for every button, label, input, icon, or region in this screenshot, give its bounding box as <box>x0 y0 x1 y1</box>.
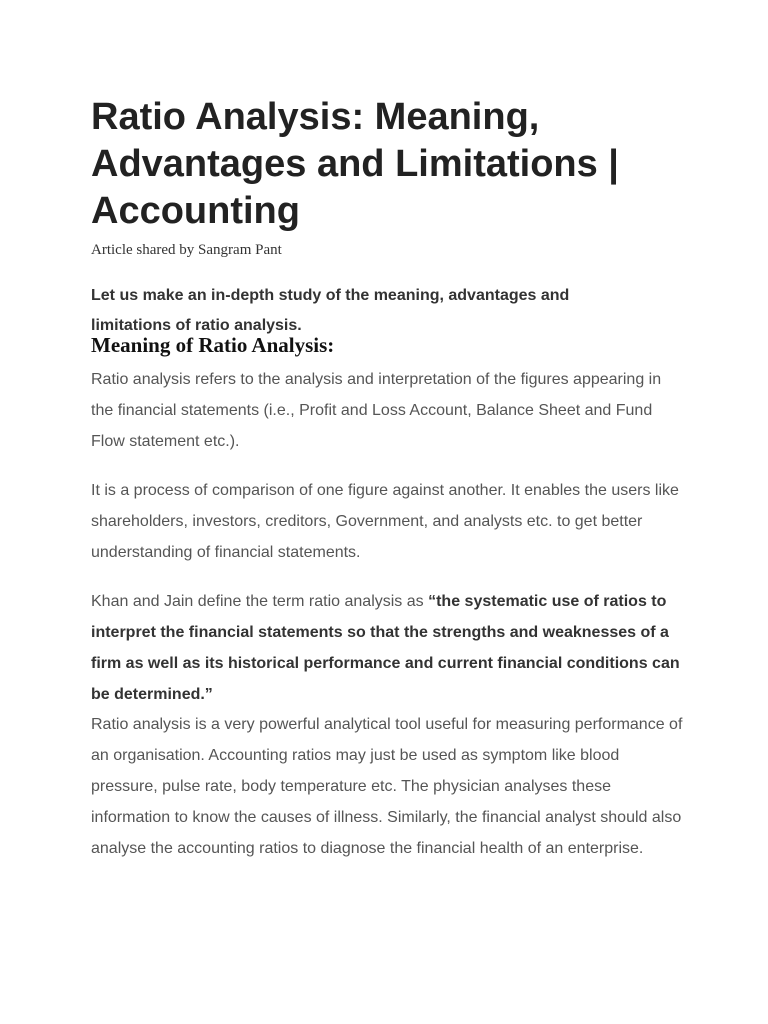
article-byline: Article shared by Sangram Pant <box>91 242 282 258</box>
paragraph-analytical-tool: Ratio analysis is a very powerful analytical tool useful for measuring performance of an organisation. Accounting ratios may just be used as symptom like blood pressure, pulse rate, body temperature etc. The physician analyses these information to know the causes of illness. Similarly, the financial analyst should also analyse the accounting ratios to diagnose the financial health of an enterprise. <box>91 716 683 857</box>
article-intro: Let us make an in-depth study of the meaning, advantages and limitations of ratio analysis. <box>91 287 570 334</box>
khan-jain-quote: “the systematic use of ratios to interpret the financial statements so that the strengths and weaknesses of a firm as well as its historical performance and current financial conditions can be determined.” <box>91 593 680 703</box>
article-title: Ratio Analysis: Meaning, Advantages and Limitations | Accounting <box>91 96 619 232</box>
paragraph-khan-jain-lead: Khan and Jain define the term ratio analysis as <box>91 593 429 610</box>
paragraph-comparison: It is a process of comparison of one figure against another. It enables the users like shareholders, investors, creditors, Government, and analysts etc. to get better understanding of financial statements. <box>91 482 679 561</box>
paragraph-khan-jain <box>91 586 686 710</box>
paragraph-definition: Ratio analysis refers to the analysis and interpretation of the figures appearing in the financial statements (i.e., Profit and Loss Account, Balance Sheet and Fund Flow statement etc.). <box>91 371 662 450</box>
section-heading-meaning: Meaning of Ratio Analysis: <box>91 333 335 357</box>
